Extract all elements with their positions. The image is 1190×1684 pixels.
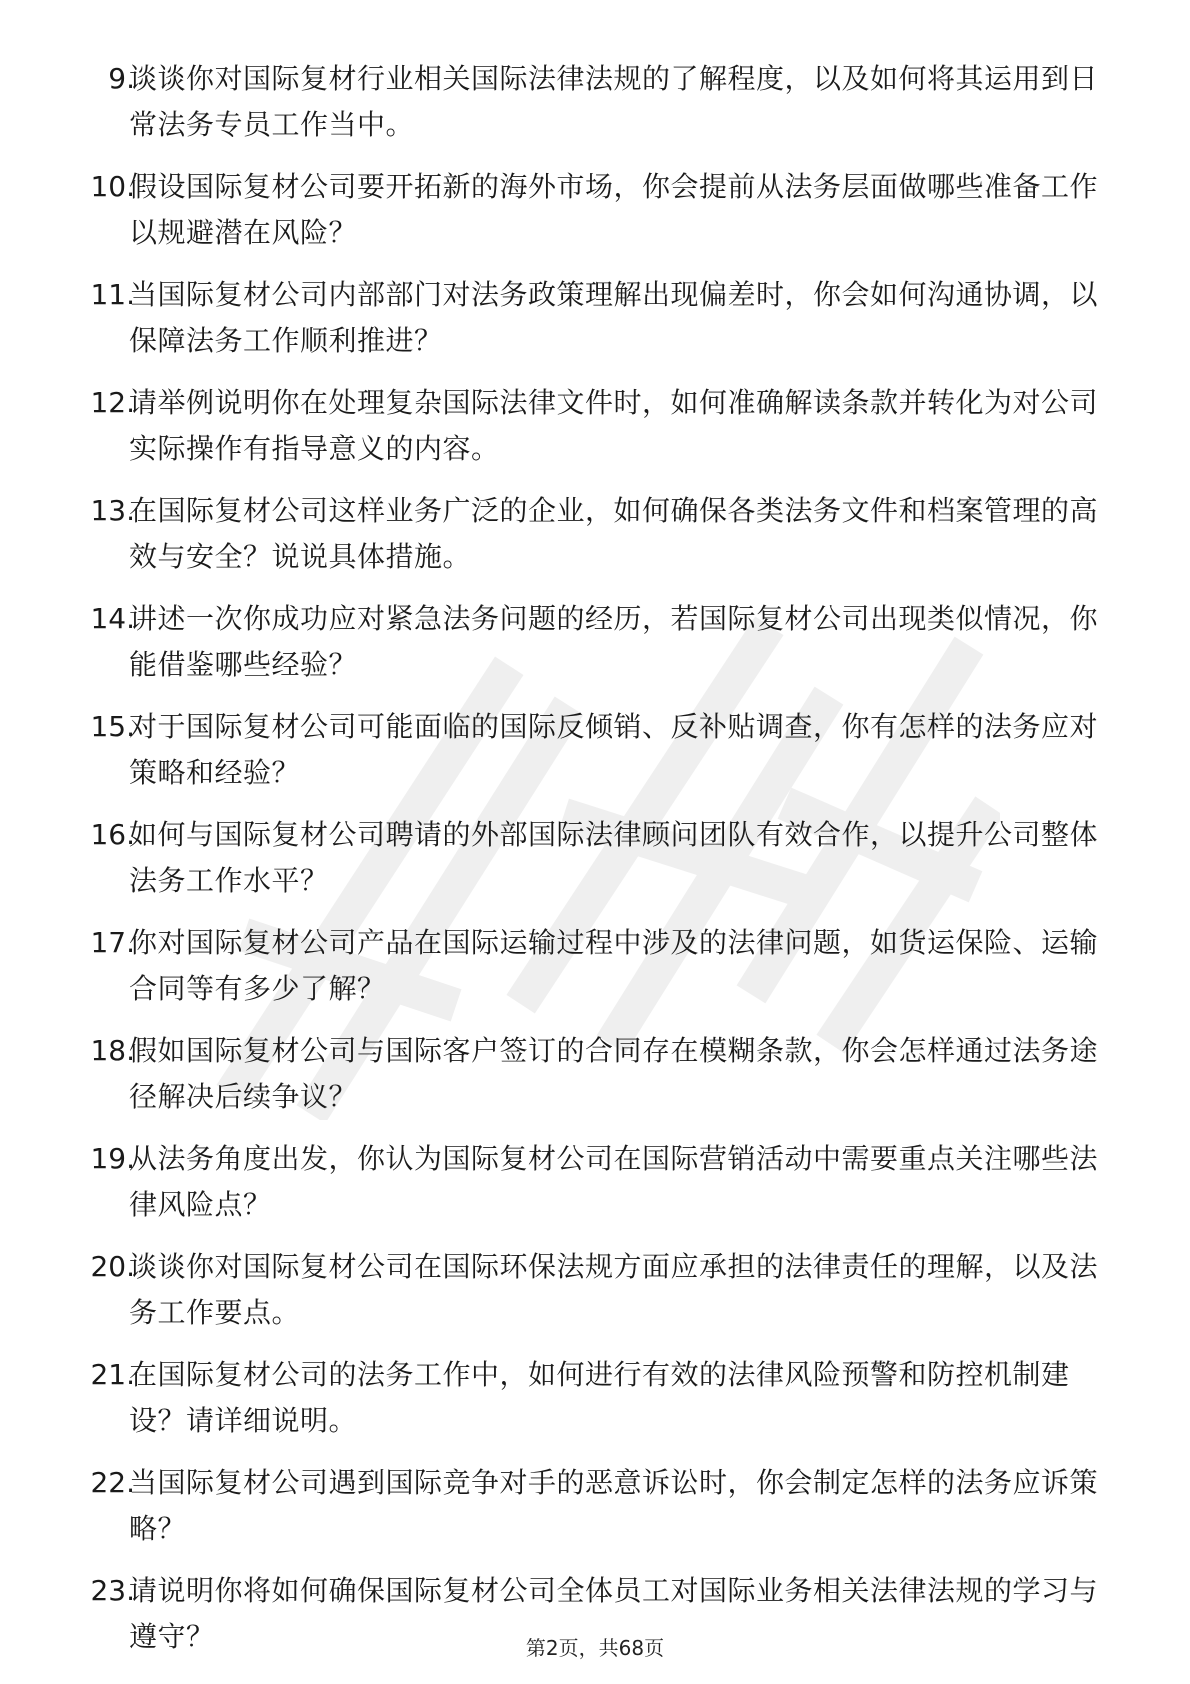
question-item [0,1136,1190,1244]
question-text: 如何与国际复材公司聘请的外部国际法律顾问团队有效合作，以提升公司整体法务工作水平？ [129,818,1099,897]
question-item [0,1460,1190,1568]
question-item [0,920,1190,1028]
question-number: 14. [90,602,135,635]
question-item [0,812,1190,920]
question-number: 19. [90,1142,135,1175]
question-number: 10. [90,170,135,203]
question-text: 谈谈你对国际复材公司在国际环保法规方面应承担的法律责任的理解，以及法务工作要点。 [129,1250,1099,1329]
question-item [0,56,1190,164]
question-number: 11. [90,278,135,311]
question-item [0,164,1190,272]
question-number: 13. [90,494,135,527]
question-text: 假设国际复材公司要开拓新的海外市场，你会提前从法务层面做哪些准备工作以规避潜在风险？ [129,170,1099,249]
question-number: 22. [90,1466,135,1499]
question-text: 假如国际复材公司与国际客户签订的合同存在模糊条款，你会怎样通过法务途径解决后续争议？ [129,1034,1099,1113]
question-number: 23. [90,1574,135,1607]
question-item [0,380,1190,488]
question-item [0,488,1190,596]
question-list [0,56,1190,1676]
question-text: 从法务角度出发，你认为国际复材公司在国际营销活动中需要重点关注哪些法律风险点？ [129,1142,1099,1221]
question-text: 请举例说明你在处理复杂国际法律文件时，如何准确解读条款并转化为对公司实际操作有指导意义的内容。 [129,386,1099,465]
question-item [0,596,1190,704]
question-text: 在国际复材公司的法务工作中，如何进行有效的法律风险预警和防控机制建设？请详细说明。 [129,1358,1070,1437]
question-number: 9. [108,62,135,95]
question-number: 16. [90,818,135,851]
question-text: 你对国际复材公司产品在国际运输过程中涉及的法律问题，如货运保险、运输合同等有多少了解？ [129,926,1099,1005]
page-number: 第2页，共68页 [525,1636,665,1660]
question-text: 谈谈你对国际复材行业相关国际法律法规的了解程度，以及如何将其运用到日常法务专员工作当中。 [129,62,1099,141]
question-number: 18. [90,1034,135,1067]
question-text: 在国际复材公司这样业务广泛的企业，如何确保各类法务文件和档案管理的高效与安全？说说具体措施。 [129,494,1099,573]
question-text: 请说明你将如何确保国际复材公司全体员工对国际业务相关法律法规的学习与遵守？ [129,1574,1099,1653]
question-item [0,1352,1190,1460]
question-item [0,272,1190,380]
question-number: 21. [90,1358,135,1391]
question-number: 15. [90,710,135,743]
question-item [0,1028,1190,1136]
question-number: 17. [90,926,135,959]
question-text: 讲述一次你成功应对紧急法务问题的经历，若国际复材公司出现类似情况，你能借鉴哪些经验？ [129,602,1099,681]
question-text: 当国际复材公司内部部门对法务政策理解出现偏差时，你会如何沟通协调，以保障法务工作顺利推进？ [129,278,1099,357]
question-item [0,1244,1190,1352]
question-text: 对于国际复材公司可能面临的国际反倾销、反补贴调查，你有怎样的法务应对策略和经验？ [129,710,1099,789]
question-item [0,704,1190,812]
question-number: 12. [90,386,135,419]
question-number: 20. [90,1250,135,1283]
question-text: 当国际复材公司遇到国际竞争对手的恶意诉讼时，你会制定怎样的法务应诉策略？ [129,1466,1099,1545]
